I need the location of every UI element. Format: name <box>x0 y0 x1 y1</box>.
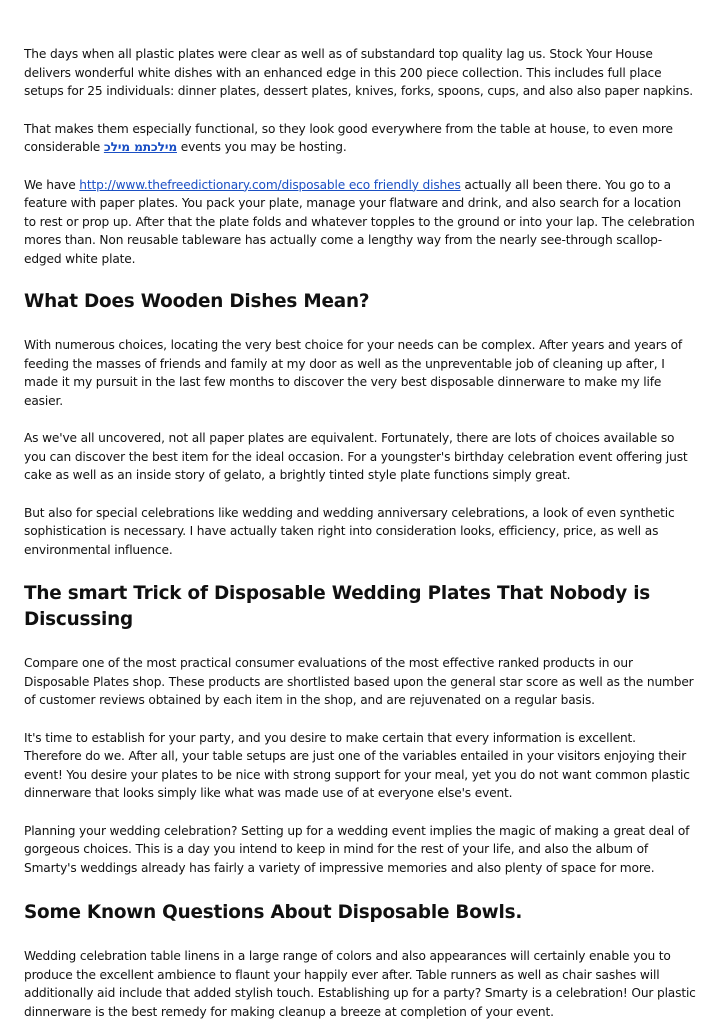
paragraph-choices: With numerous choices, locating the very best choice for your needs can be complex. After years and years of feeding the masses of friends and family at my door as well as the unpreventable job of cleaning up after, I made it my pursuit in the last few months to discover the very best disposable dinnerware to make my life easier. <box>24 338 683 408</box>
heading-wooden-dishes: What Does Wooden Dishes Mean? <box>24 291 370 312</box>
paragraph-been-there <box>24 176 696 269</box>
dictionary-link[interactable]: http://www.thefreedictionary.com/disposable eco friendly dishes <box>79 177 461 192</box>
paragraph-party: It's time to establish for your party, and you desire to make certain that every information is excellent. Therefore do we. After all, your table setups are just one of the variables entailed in your visitors enjoying their event! You desire your plates to be nice with strong support for your meal, yet you do not want common plastic dinnerware that looks simply like what was made use of at everyone else's event. <box>24 730 690 800</box>
heading-disposable-bowls: Some Known Questions About Disposable Bowls. <box>24 902 523 923</box>
paragraph-functional <box>24 120 696 157</box>
paragraph-compare: Compare one of the most practical consumer evaluations of the most effective ranked products in our Disposable Plates shop. These products are shortlisted based upon the general star score as well as the number of customer reviews obtained by each item in the shop, and are rejuvenated on a regular basis. <box>24 656 694 707</box>
paragraph-text: That makes them especially functional, so they look good everywhere from the table at house, to even more considerable <box>24 121 673 154</box>
paragraph-text: actually all been there. You go to a feature with paper plates. You pack your plate, manage your flatware and drink, and also search for a location to rest or prop up. After that the plate folds and whatever topples to the ground or into your lap. The celebration mores than. Non reusable tableware has actually come a lengthy way from the nearly see-through scallop-edged white plate. <box>24 177 695 266</box>
heading-wedding-plates: The smart Trick of Disposable Wedding Plates That Nobody is Discussing <box>24 583 651 630</box>
paragraph-intro: The days when all plastic plates were clear as well as of substandard top quality lag us. Stock Your House delivers wonderful white dishes with an enhanced edge in this 200 piece collection. This includes full place setups for 25 individuals: dinner plates, dessert plates, knives, forks, spoons, cups, and also also paper napkins. <box>24 47 694 98</box>
paragraph-wedding-planning: Planning your wedding celebration? Setting up for a wedding event implies the magic of making a great deal of gorgeous choices. This is a day you intend to keep in mind for the rest of your life, and also the album of Smarty's weddings already has fairly a variety of impressive memories and also plenty of space for more. <box>24 823 690 875</box>
hebrew-link[interactable]: מילכתמ מילכ <box>103 140 177 154</box>
paragraph-text: We have <box>24 177 80 192</box>
paragraph-special-celebrations: But also for special celebrations like wedding and wedding anniversary celebrations, a look of even synthetic sophistication is necessary. I have actually taken right into consideration looks, efficiency, price, as well as environmental influence. <box>24 505 675 557</box>
paragraph-paper-plates: As we've all uncovered, not all paper plates are equivalent. Fortunately, there are lots of choices available so you can discover the best item for the ideal occasion. For a youngster's birthday celebration event offering just cake as well as an inside story of gelato, a brightly tinted style plate functions simply great. <box>24 431 688 482</box>
paragraph-text: events you may be hosting. <box>177 140 347 154</box>
paragraph-table-linens: Wedding celebration table linens in a large range of colors and also appearances will certainly enable you to produce the excellent ambience to flaunt your happily ever after. Table runners as well as chair sashes will additionally aid include that added stylish touch. Establishing up for a party? Smarty is a celebration! Our plastic dinnerware is the best remedy for making cleanup a breeze at completion of your event. <box>24 949 696 1019</box>
